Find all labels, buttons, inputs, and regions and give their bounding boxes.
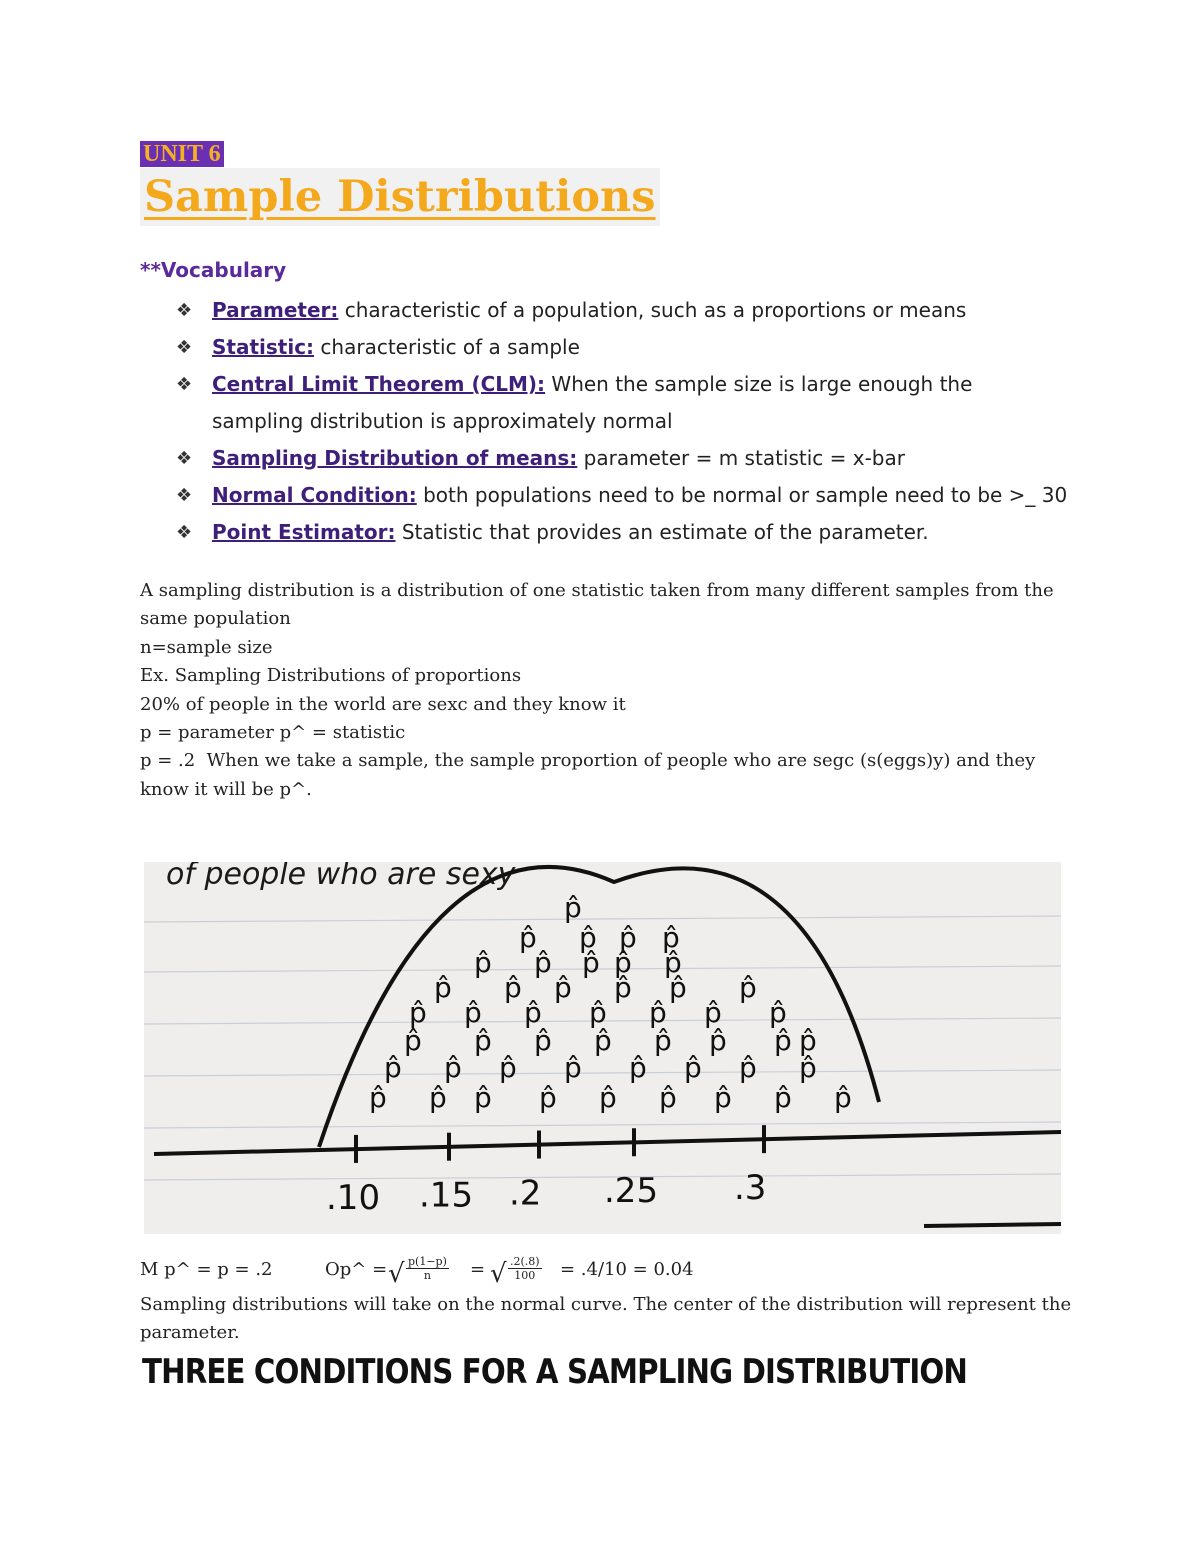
vocab-definition: Statistic that provides an estimate of the parameter. bbox=[395, 520, 929, 544]
p-hat-marker: p̂ bbox=[664, 946, 682, 979]
p-hat-marker: p̂ bbox=[594, 1024, 612, 1057]
p-hat-marker: p̂ bbox=[799, 1051, 817, 1084]
p-hat-marker: p̂ bbox=[589, 996, 607, 1029]
closing-line: Sampling distributions will take on the normal curve. The center of the distribution will represent the parameter. bbox=[140, 1294, 1072, 1344]
vocab-term: Normal Condition: bbox=[212, 483, 417, 507]
vocab-item bbox=[176, 292, 1076, 329]
vocab-item bbox=[176, 477, 1076, 514]
p-hat-marker: p̂ bbox=[704, 996, 722, 1029]
handwritten-sampling-distribution-photo bbox=[144, 862, 1061, 1234]
page-title: Sample Distributions bbox=[140, 168, 660, 226]
diamond-bullet-icon: ❖ bbox=[176, 448, 193, 469]
mean-formula: M p^ = p = .2 bbox=[140, 1259, 273, 1280]
photo-caption: of people who are sexy bbox=[166, 862, 516, 892]
diamond-bullet-icon: ❖ bbox=[176, 374, 193, 395]
p-hat-marker: p̂ bbox=[654, 1024, 672, 1057]
body-line: p = .2 When we take a sample, the sample proportion of people who are segc (s(eggs)y) and they know it will be p^. bbox=[140, 750, 1042, 800]
p-hat-marker: p̂ bbox=[534, 1024, 552, 1057]
p-hat-marker: p̂ bbox=[564, 1051, 582, 1084]
vocab-term: Sampling Distribution of means: bbox=[212, 446, 578, 470]
diamond-bullet-icon: ❖ bbox=[176, 300, 193, 321]
p-hat-marker: p̂ bbox=[429, 1081, 447, 1114]
vocab-term: Point Estimator: bbox=[212, 520, 396, 544]
body-line: 20% of people in the world are sexc and they know it bbox=[140, 693, 626, 715]
p-hat-marker: p̂ bbox=[714, 1081, 732, 1114]
p-hat-marker: p̂ bbox=[614, 971, 632, 1004]
p-hat-marker: p̂ bbox=[614, 946, 632, 979]
p-hat-marker: p̂ bbox=[739, 971, 757, 1004]
body-line: n=sample size bbox=[140, 636, 273, 658]
p-hat-marker: p̂ bbox=[774, 1024, 792, 1057]
fraction-1-numerator: p(1−p) bbox=[408, 1255, 447, 1268]
closing-paragraph bbox=[140, 1291, 1075, 1348]
vocabulary-heading: **Vocabulary bbox=[140, 258, 287, 282]
axis-tick-label: .10 bbox=[326, 1177, 381, 1218]
sqrt-icon: √ bbox=[490, 1259, 507, 1289]
body-paragraph bbox=[140, 577, 1075, 804]
vocab-definition: both populations need to be normal or sample need to be >_ 30 bbox=[416, 483, 1068, 507]
p-hat-marker: p̂ bbox=[774, 1081, 792, 1114]
p-hat-marker: p̂ bbox=[474, 1024, 492, 1057]
fraction-2 bbox=[508, 1255, 542, 1282]
axis-tick-label: .25 bbox=[604, 1171, 659, 1212]
fraction-1 bbox=[406, 1255, 449, 1282]
p-hat-marker: p̂ bbox=[599, 1081, 617, 1114]
p-hat-marker: p̂ bbox=[474, 1081, 492, 1114]
body-line: A sampling distribution is a distribution of one statistic taken from many different samples from the same population bbox=[140, 580, 1060, 630]
p-hat-marker: p̂ bbox=[369, 1081, 387, 1114]
vocab-item bbox=[176, 329, 1076, 366]
vocab-definition: When the sample size is large enough the sampling distribution is approximately normal bbox=[212, 372, 973, 433]
body-line: Ex. Sampling Distributions of proportions bbox=[140, 665, 522, 687]
p-hat-marker: p̂ bbox=[684, 1051, 702, 1084]
p-hat-marker: p̂ bbox=[619, 921, 637, 954]
equals-sign: = bbox=[470, 1259, 486, 1280]
diamond-bullet-icon: ❖ bbox=[176, 337, 193, 358]
vocab-item bbox=[176, 514, 1076, 551]
p-hat-marker: p̂ bbox=[834, 1081, 852, 1114]
p-hat-marker: p̂ bbox=[662, 921, 680, 954]
p-hat-marker: p̂ bbox=[409, 996, 427, 1029]
p-hat-marker: p̂ bbox=[404, 1024, 422, 1057]
p-hat-marker: p̂ bbox=[659, 1081, 677, 1114]
fraction-2-numerator: .2(.8) bbox=[510, 1255, 540, 1268]
body-line: p = parameter p^ = statistic bbox=[140, 722, 406, 744]
p-hat-marker: p̂ bbox=[444, 1051, 462, 1084]
vocab-term: Parameter: bbox=[212, 298, 339, 322]
p-hat-marker: p̂ bbox=[709, 1024, 727, 1057]
diamond-bullet-icon: ❖ bbox=[176, 485, 193, 506]
p-hat-marker: p̂ bbox=[384, 1051, 402, 1084]
vocab-item bbox=[176, 366, 1002, 440]
p-hat-marker: p̂ bbox=[579, 921, 597, 954]
axis-tick-label: .3 bbox=[734, 1168, 767, 1209]
p-hat-marker: p̂ bbox=[799, 1024, 817, 1057]
p-hat-marker: p̂ bbox=[649, 996, 667, 1029]
photo-edge-line bbox=[924, 1224, 1061, 1226]
axis-tick-label: .15 bbox=[419, 1175, 474, 1216]
p-hat-marker: p̂ bbox=[739, 1051, 757, 1084]
p-hat-marker: p̂ bbox=[554, 971, 572, 1004]
formula-line bbox=[140, 1255, 1075, 1289]
vocab-definition: characteristic of a population, such as a proportions or means bbox=[338, 298, 967, 322]
p-hat-marker: p̂ bbox=[519, 921, 537, 954]
p-hat-marker: p̂ bbox=[534, 946, 552, 979]
sqrt-icon: √ bbox=[388, 1259, 405, 1289]
p-hat-marker: p̂ bbox=[504, 971, 522, 1004]
p-hat-marker: p̂ bbox=[582, 946, 600, 979]
p-hat-marker: p̂ bbox=[434, 971, 452, 1004]
axis-tick-label: .2 bbox=[509, 1173, 542, 1214]
vocab-definition: parameter = m statistic = x-bar bbox=[577, 446, 905, 470]
p-hat-marker: p̂ bbox=[564, 891, 582, 924]
p-hat-marker: p̂ bbox=[524, 996, 542, 1029]
vocab-definition: characteristic of a sample bbox=[314, 335, 580, 359]
formula-result: = .4/10 = 0.04 bbox=[560, 1259, 694, 1280]
fraction-2-denominator: 100 bbox=[514, 1269, 536, 1282]
p-hat-marker: p̂ bbox=[474, 946, 492, 979]
p-hat-marker: p̂ bbox=[669, 971, 687, 1004]
unit-label: UNIT 6 bbox=[140, 141, 224, 167]
diamond-bullet-icon: ❖ bbox=[176, 522, 193, 543]
vocab-item bbox=[176, 440, 1076, 477]
fraction-1-denominator: n bbox=[423, 1269, 431, 1282]
p-hat-marker: p̂ bbox=[629, 1051, 647, 1084]
vocab-term: Statistic: bbox=[212, 335, 315, 359]
p-hat-marker: p̂ bbox=[769, 996, 787, 1029]
vocab-term: Central Limit Theorem (CLM): bbox=[212, 372, 546, 396]
p-hat-marker: p̂ bbox=[539, 1081, 557, 1114]
p-hat-marker: p̂ bbox=[464, 996, 482, 1029]
sd-formula-label: Op^ = bbox=[325, 1259, 388, 1280]
p-hat-marker: p̂ bbox=[499, 1051, 517, 1084]
section-heading: THREE CONDITIONS FOR A SAMPLING DISTRIBUTION bbox=[142, 1352, 968, 1392]
vocabulary-list bbox=[176, 292, 1076, 551]
